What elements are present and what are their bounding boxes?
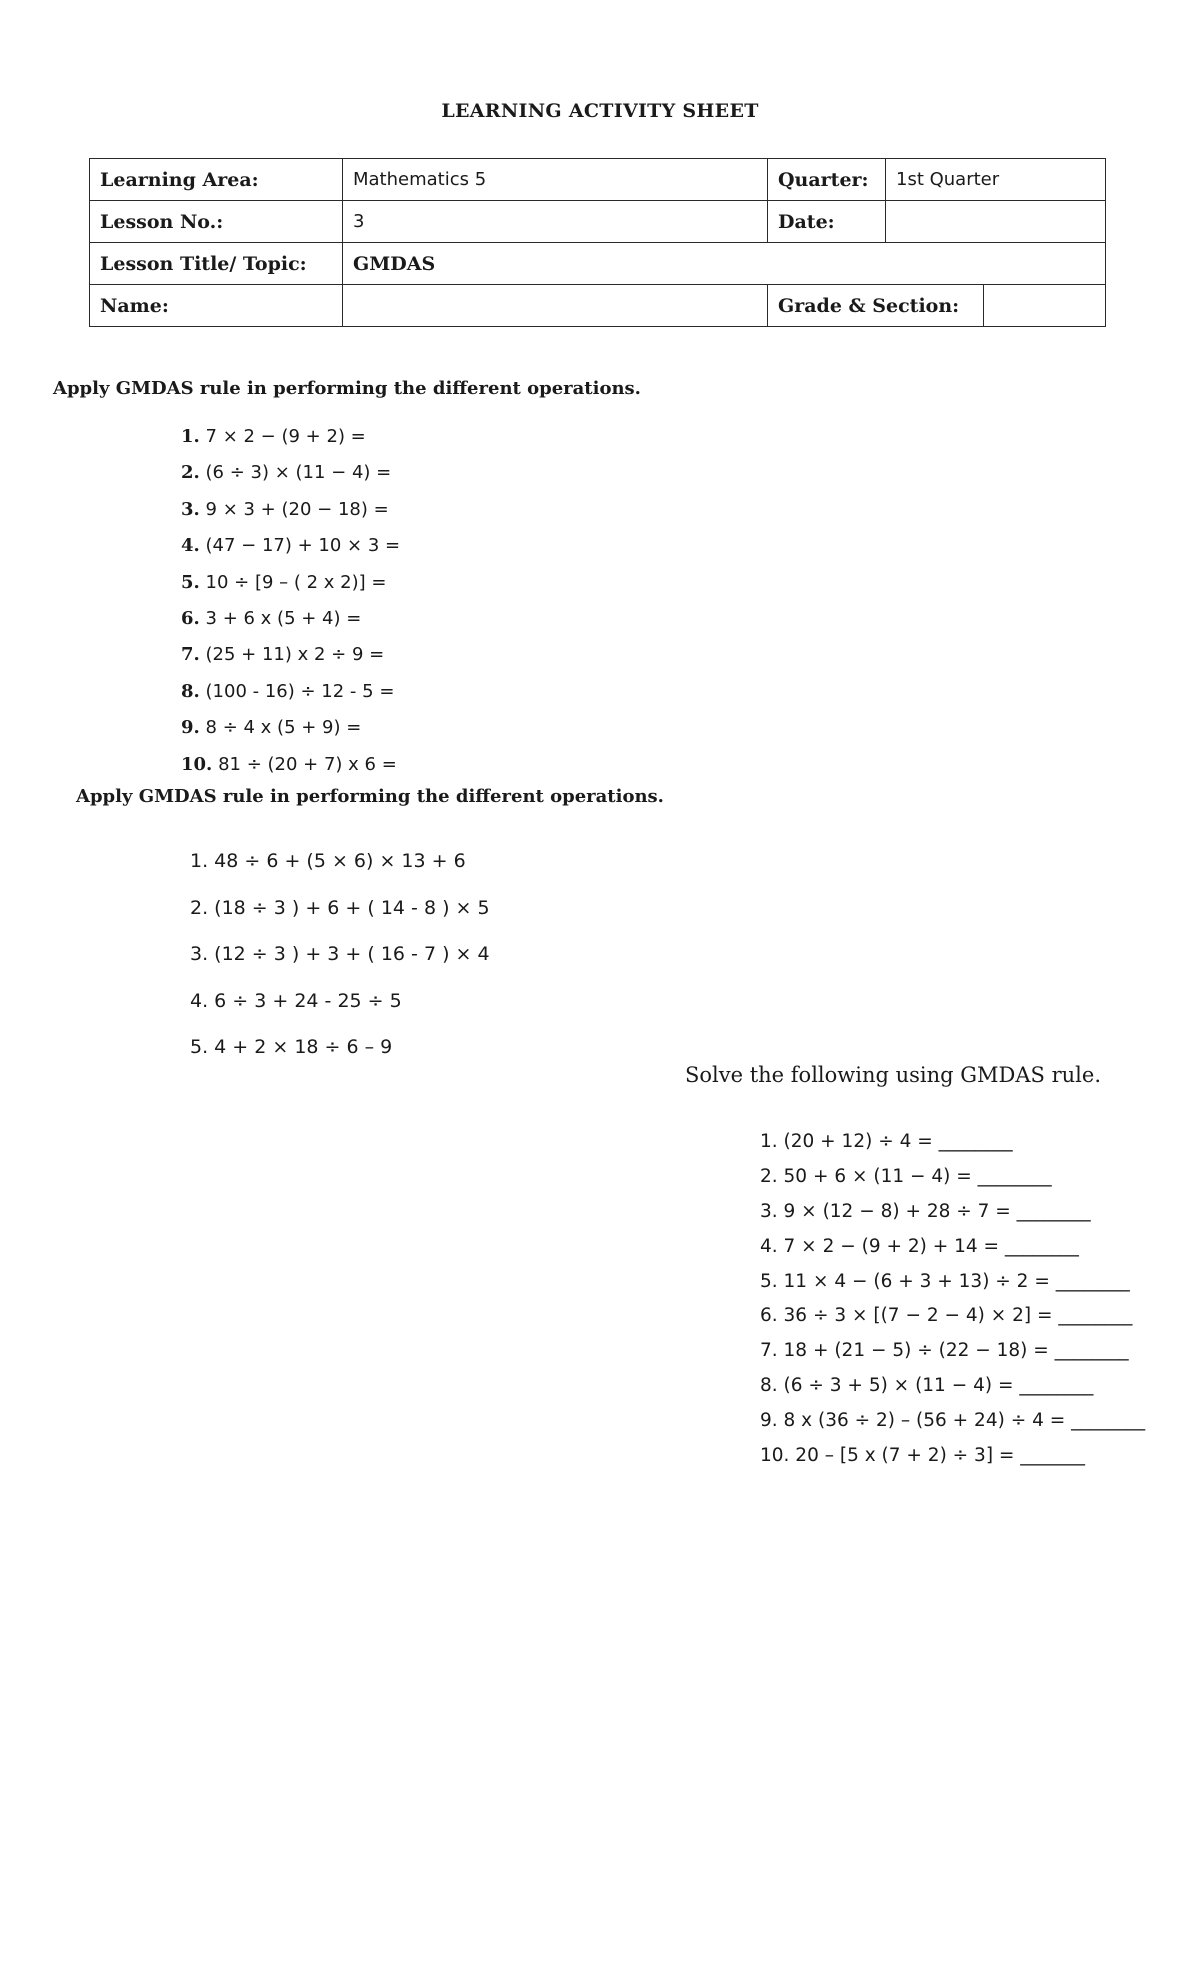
section3-heading: Solve the following using GMDAS rule. [685,1063,1101,1087]
learning-area-value[interactable]: Mathematics 5 [343,159,768,201]
problem-item: 3. (12 ÷ 3 ) + 3 + ( 16 - 7 ) × 4 [190,943,490,965]
problem-item: 8. (6 ÷ 3 + 5) × (11 − 4) = ________ [760,1375,1094,1397]
problem-item: 5. 4 + 2 × 18 ÷ 6 – 9 [190,1036,393,1058]
quarter-label: Quarter: [768,159,886,201]
problem-item [181,565,400,601]
info-row-learning-area [90,159,1106,201]
lesson-title-label: Lesson Title/ Topic: [90,243,343,285]
name-field[interactable] [343,285,768,327]
problem-item: 4. 6 ÷ 3 + 24 - 25 ÷ 5 [190,989,402,1012]
problem-number: 10. [181,753,213,775]
problem-item: 3. 9 × (12 − 8) + 28 ÷ 7 = ________ [760,1200,1091,1222]
date-field[interactable] [886,201,1106,243]
info-row-lesson-title [90,243,1106,285]
section2-instruction: Apply GMDAS rule in performing the different operations. [76,786,664,807]
learning-area-label: Learning Area: [90,159,343,201]
problem-number: 8. [181,680,200,702]
problem-number: 7. [181,644,200,666]
problem-expression: 7 × 2 − (9 + 2) = [205,426,366,447]
lesson-no-label: Lesson No.: [90,201,343,243]
section3-problem-list [760,1125,1145,1474]
problem-number: 9. [181,717,200,739]
page-title: LEARNING ACTIVITY SHEET [441,100,759,122]
section1-problem-list [181,419,400,783]
problem-item: 9. 8 x (36 ÷ 2) – (56 + 24) ÷ 4 = ________ [760,1410,1146,1432]
problem-expression: 8 ÷ 4 x (5 + 9) = [205,717,362,739]
date-label: Date: [768,201,886,243]
section1-instruction: Apply GMDAS rule in performing the different operations. [53,378,641,399]
problem-number: 3. [181,498,200,520]
problem-item: 2. 50 + 6 × (11 − 4) = ________ [760,1165,1052,1187]
problem-item [181,710,400,746]
problem-item [181,637,400,673]
info-row-name [90,285,1106,327]
problem-item [181,747,400,783]
name-label: Name: [90,285,343,327]
problem-item: 6. 36 ÷ 3 × [(7 − 2 − 4) × 2] = ________ [760,1305,1133,1327]
quarter-value[interactable]: 1st Quarter [886,159,1106,201]
problem-expression: (25 + 11) x 2 ÷ 9 = [205,644,385,666]
problem-item [181,492,400,528]
problem-item: 7. 18 + (21 − 5) ÷ (22 − 18) = ________ [760,1340,1129,1362]
problem-item [181,601,400,637]
problem-expression: 81 ÷ (20 + 7) x 6 = [218,753,397,775]
problem-item: 5. 11 × 4 − (6 + 3 + 13) ÷ 2 = ________ [760,1270,1130,1292]
problem-item [181,674,400,710]
info-row-lesson-no [90,201,1106,243]
lesson-title-value[interactable]: GMDAS [343,243,1106,285]
problem-item: 4. 7 × 2 − (9 + 2) + 14 = ________ [760,1235,1079,1257]
problem-item: 1. 48 ÷ 6 + (5 × 6) × 13 + 6 [190,850,466,872]
lesson-no-value[interactable]: 3 [343,201,768,243]
problem-item [181,419,400,455]
problem-item [181,455,400,491]
problem-number: 4. [181,535,200,557]
problem-expression: 9 × 3 + (20 − 18) = [205,498,389,520]
problem-expression: (47 − 17) + 10 × 3 = [205,535,401,557]
problem-number: 1. [181,426,200,447]
problem-expression: (6 ÷ 3) × (11 − 4) = [205,462,392,484]
problem-expression: 10 ÷ [9 – ( 2 x 2)] = [205,571,387,593]
lesson-info-table [89,158,1106,327]
grade-section-label: Grade & Section: [768,285,984,327]
problem-item [181,528,400,564]
section2-problem-list [190,838,490,1071]
problem-expression: (100 - 16) ÷ 12 - 5 = [205,680,395,702]
problem-item: 1. (20 + 12) ÷ 4 = ________ [760,1131,1013,1152]
problem-number: 6. [181,607,200,629]
problem-number: 5. [181,571,200,593]
grade-section-field[interactable] [984,285,1106,327]
problem-expression: 3 + 6 x (5 + 4) = [205,607,362,629]
problem-item: 2. (18 ÷ 3 ) + 6 + ( 14 - 8 ) × 5 [190,896,490,919]
problem-item: 10. 20 – [5 x (7 + 2) ÷ 3] = _______ [760,1445,1086,1467]
problem-number: 2. [181,462,200,484]
